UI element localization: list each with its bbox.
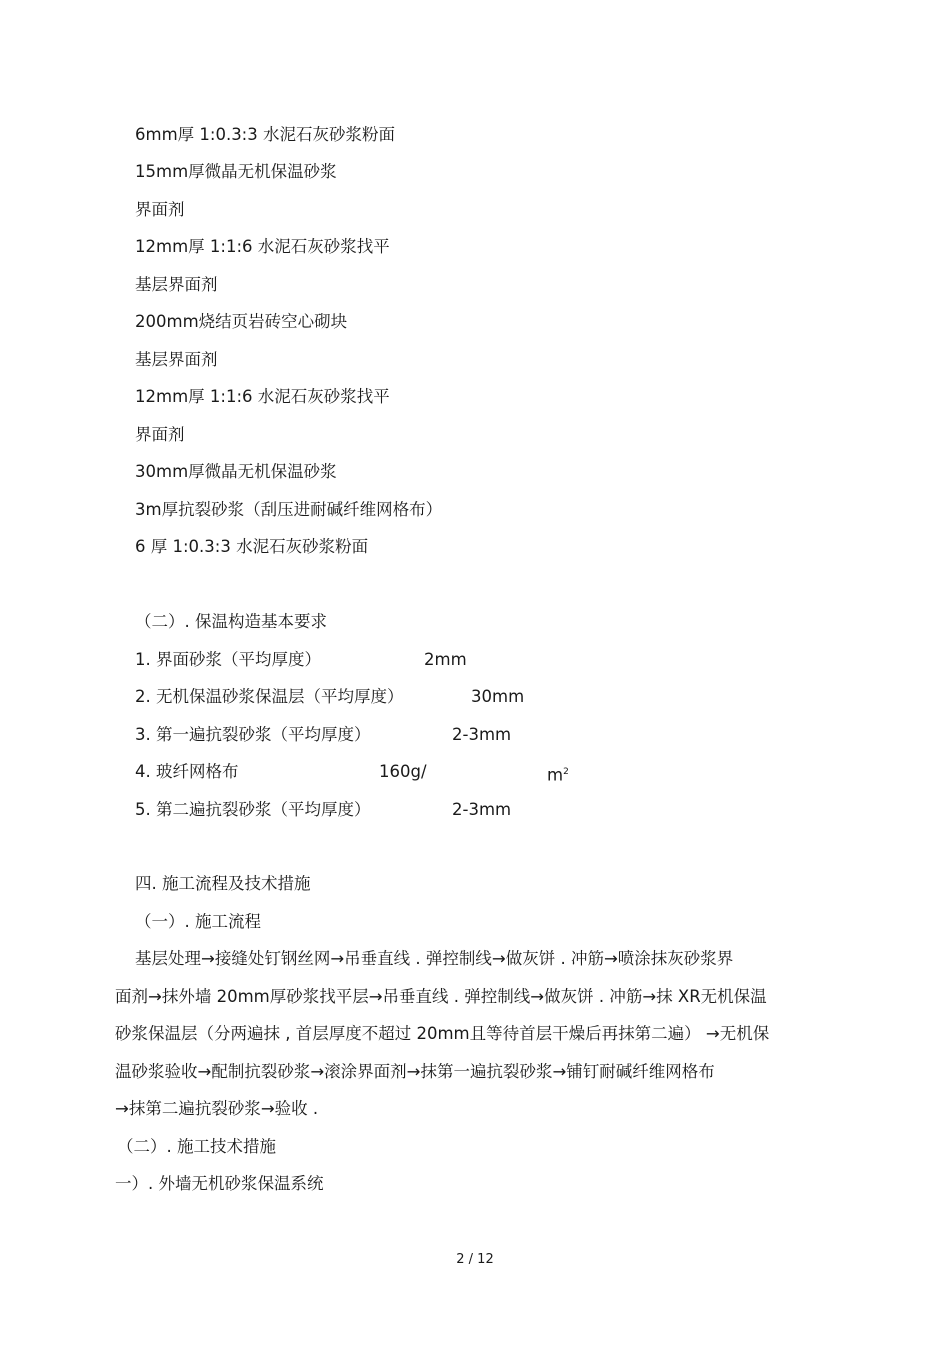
flow-line: 温砂浆验收→配制抗裂砂浆→滚涂界面剂→抹第一遍抗裂砂浆→铺钉耐碱纤维网格布	[115, 1062, 715, 1081]
subsection-heading: （二）. 施工技术措施	[117, 1137, 276, 1156]
flow-line: 基层处理→接缝处钉钢丝网→吊垂直线 . 弹控制线→做灰饼 . 冲筋→喷涂抹灰砂浆界	[135, 949, 734, 968]
requirement-value: 2-3mm	[452, 800, 512, 819]
requirement-label: 2. 无机保温砂浆保温层（平均厚度）	[135, 687, 404, 706]
page-number: 2 / 12	[456, 1252, 494, 1267]
layer-item: 基层界面剂	[135, 275, 218, 294]
requirement-label: 3. 第一遍抗裂砂浆（平均厚度）	[135, 725, 371, 744]
layer-item: 200mm烧结页岩砖空心砌块	[135, 312, 348, 331]
requirement-value: 2-3mm	[452, 725, 512, 744]
flow-line: 砂浆保温层（分两遍抹 , 首层厚度不超过 20mm且等待首层干燥后再抹第二遍） →无机保	[115, 1024, 770, 1043]
flow-line: →抹第二遍抗裂砂浆→验收 .	[115, 1099, 319, 1118]
layer-item: 6 厚 1:0.3:3 水泥石灰砂浆粉面	[135, 537, 369, 556]
layer-item: 界面剂	[135, 425, 185, 444]
subsection-heading: （一）. 施工流程	[135, 912, 261, 931]
layer-item: 3m厚抗裂砂浆（刮压进耐碱纤维网格布）	[135, 500, 443, 519]
requirement-unit: $m^2$	[547, 765, 569, 785]
requirement-label: 5. 第二遍抗裂砂浆（平均厚度）	[135, 800, 371, 819]
layer-item: 30mm厚微晶无机保温砂浆	[135, 462, 337, 481]
section-heading: 四. 施工流程及技术措施	[135, 874, 311, 893]
layer-item: 12mm厚 1:1:6 水泥石灰砂浆找平	[135, 387, 390, 406]
layer-item: 6mm厚 1:0.3:3 水泥石灰砂浆粉面	[135, 125, 395, 144]
layer-item: 12mm厚 1:1:6 水泥石灰砂浆找平	[135, 237, 390, 256]
requirement-value: 30mm	[471, 687, 525, 706]
requirement-value: 2mm	[424, 650, 467, 669]
requirement-label: 4. 玻纤网格布	[135, 762, 239, 781]
requirements-heading: （二）. 保温构造基本要求	[135, 612, 327, 631]
flow-line: 面剂→抹外墙 20mm厚砂浆找平层→吊垂直线 . 弹控制线→做灰饼 . 冲筋→抹 XR无机保温	[115, 987, 767, 1006]
requirement-value: 160g/	[379, 762, 427, 781]
unit-superscript: 2	[563, 767, 569, 777]
layer-item: 界面剂	[135, 200, 185, 219]
layer-item: 15mm厚微晶无机保温砂浆	[135, 162, 337, 181]
layer-item: 基层界面剂	[135, 350, 218, 369]
subsection-heading: 一）. 外墙无机砂浆保温系统	[115, 1174, 324, 1193]
requirement-label: 1. 界面砂浆（平均厚度）	[135, 650, 321, 669]
